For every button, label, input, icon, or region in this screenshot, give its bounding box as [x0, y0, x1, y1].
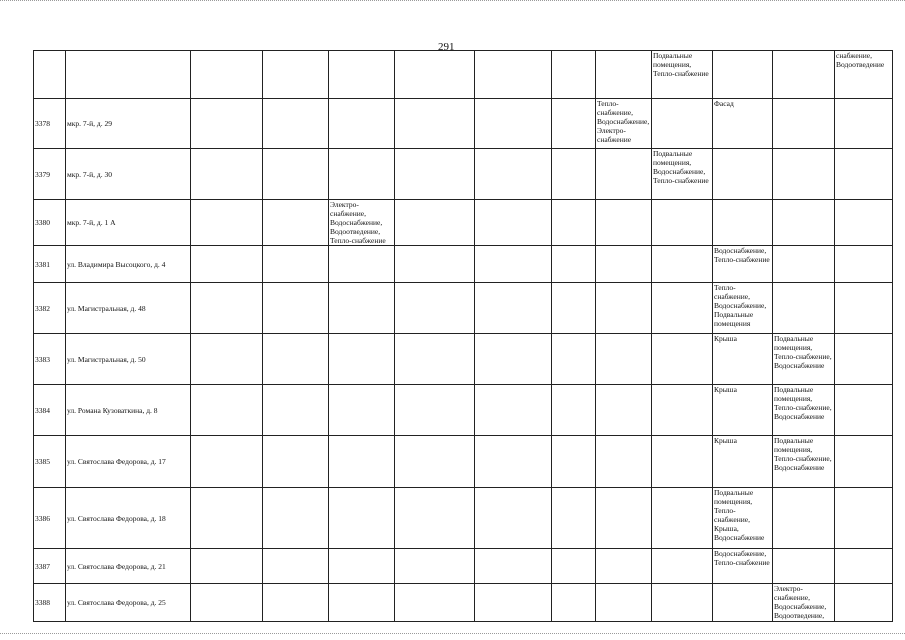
work-cell [552, 488, 596, 549]
work-cell [263, 200, 329, 246]
work-cell [263, 99, 329, 149]
work-cell [552, 200, 596, 246]
work-type-cell: Тепло-снабжение, Водоснабжение, Электро-снабжение [596, 99, 652, 149]
work-cell [596, 246, 652, 283]
work-cell [652, 385, 713, 436]
work-cell [552, 549, 596, 584]
work-type-cell: Электро-снабжение, Водоснабжение, Водоотведение, Тепло-снабжение [329, 200, 395, 246]
building-address: ул. Святослава Федорова, д. 21 [66, 549, 191, 584]
work-cell [263, 283, 329, 334]
work-cell [329, 584, 395, 622]
record-number: 3379 [34, 149, 66, 200]
work-cell [263, 436, 329, 488]
work-cell [263, 584, 329, 622]
work-cell [395, 549, 475, 584]
table-row [34, 99, 893, 149]
work-cell [835, 99, 893, 149]
work-cell [395, 385, 475, 436]
work-cell [475, 283, 552, 334]
work-cell [713, 149, 773, 200]
work-type-cell: Подвальные помещения, Тепло-снабжение, Водоснабжение [773, 334, 835, 385]
work-cell [191, 200, 263, 246]
work-cell [773, 149, 835, 200]
work-cell [596, 283, 652, 334]
work-cell [475, 200, 552, 246]
work-cell [263, 51, 329, 99]
work-cell [713, 51, 773, 99]
work-type-cell: Крыша [713, 385, 773, 436]
work-type-cell: Крыша [713, 334, 773, 385]
work-cell [552, 149, 596, 200]
work-cell [263, 385, 329, 436]
work-cell [835, 334, 893, 385]
work-cell [395, 436, 475, 488]
building-address: ул. Владимира Высоцкого, д. 4 [66, 246, 191, 283]
work-cell [552, 283, 596, 334]
work-cell [395, 200, 475, 246]
work-cell [552, 51, 596, 99]
work-cell [552, 334, 596, 385]
scan-edge-top [0, 0, 905, 3]
work-cell [773, 246, 835, 283]
building-address: ул. Магистральная, д. 50 [66, 334, 191, 385]
work-cell [191, 334, 263, 385]
work-cell [191, 283, 263, 334]
work-cell [773, 549, 835, 584]
work-cell [596, 51, 652, 99]
work-cell [395, 51, 475, 99]
work-cell [596, 334, 652, 385]
work-cell [552, 99, 596, 149]
work-cell [475, 149, 552, 200]
work-cell [475, 385, 552, 436]
work-type-cell: Электро-снабжение, Водоснабжение, Водоотведение, [773, 584, 835, 622]
work-cell [475, 584, 552, 622]
work-cell [652, 436, 713, 488]
work-cell [652, 488, 713, 549]
work-cell [552, 584, 596, 622]
work-cell [596, 200, 652, 246]
work-cell [395, 488, 475, 549]
work-cell [596, 436, 652, 488]
work-cell [652, 200, 713, 246]
work-cell [191, 99, 263, 149]
work-cell [475, 436, 552, 488]
table-row [34, 488, 893, 549]
work-type-cell: Подвальные помещения, Тепло-снабжение [652, 51, 713, 99]
work-cell [596, 549, 652, 584]
work-cell [191, 51, 263, 99]
work-cell [552, 246, 596, 283]
work-cell [773, 488, 835, 549]
record-number [34, 51, 66, 99]
work-type-cell: Крыша [713, 436, 773, 488]
work-cell [652, 549, 713, 584]
work-cell [191, 584, 263, 622]
record-number: 3383 [34, 334, 66, 385]
work-cell [395, 334, 475, 385]
work-cell [773, 51, 835, 99]
work-cell [329, 385, 395, 436]
record-number: 3378 [34, 99, 66, 149]
work-cell [395, 246, 475, 283]
table-row [34, 149, 893, 200]
record-number: 3385 [34, 436, 66, 488]
work-cell [552, 436, 596, 488]
work-cell [395, 99, 475, 149]
work-type-cell: Водоснабжение, Тепло-снабжение [713, 246, 773, 283]
work-cell [329, 334, 395, 385]
work-cell [329, 488, 395, 549]
work-type-cell: Тепло-снабжение, Водоснабжение, Подвальные помещения [713, 283, 773, 334]
work-cell [835, 436, 893, 488]
work-cell [652, 334, 713, 385]
work-cell [475, 334, 552, 385]
building-address: ул. Святослава Федорова, д. 17 [66, 436, 191, 488]
record-number: 3386 [34, 488, 66, 549]
record-number: 3382 [34, 283, 66, 334]
work-cell [835, 549, 893, 584]
work-cell [329, 549, 395, 584]
building-address [66, 51, 191, 99]
work-type-cell: Подвальные помещения, Тепло-снабжение, Водоснабжение [773, 436, 835, 488]
work-cell [475, 99, 552, 149]
work-cell [835, 149, 893, 200]
table-row [34, 51, 893, 99]
work-cell [191, 149, 263, 200]
work-cell [475, 488, 552, 549]
scan-edge-bottom [0, 633, 905, 636]
table-row [34, 549, 893, 584]
work-cell [773, 283, 835, 334]
page-number: 291 [438, 41, 455, 53]
work-cell [263, 334, 329, 385]
work-cell [596, 149, 652, 200]
work-cell [191, 488, 263, 549]
work-cell [395, 584, 475, 622]
work-cell [773, 200, 835, 246]
building-address: ул. Романа Кузоваткина, д. 8 [66, 385, 191, 436]
work-cell [835, 246, 893, 283]
building-address: мкр. 7-й, д. 29 [66, 99, 191, 149]
record-number: 3387 [34, 549, 66, 584]
table-row [34, 385, 893, 436]
work-cell [263, 149, 329, 200]
register-table-body [34, 51, 893, 622]
work-cell [329, 246, 395, 283]
building-address: ул. Магистральная, д. 48 [66, 283, 191, 334]
building-address: ул. Святослава Федорова, д. 25 [66, 584, 191, 622]
work-cell [773, 99, 835, 149]
work-cell [652, 584, 713, 622]
work-type-cell: Подвальные помещения, Тепло-снабжение, Водоснабжение [773, 385, 835, 436]
work-cell [552, 385, 596, 436]
building-address: мкр. 7-й, д. 30 [66, 149, 191, 200]
work-cell [191, 549, 263, 584]
work-cell [329, 436, 395, 488]
work-cell [475, 51, 552, 99]
record-number: 3388 [34, 584, 66, 622]
record-number: 3380 [34, 200, 66, 246]
work-cell [596, 584, 652, 622]
work-cell [329, 99, 395, 149]
work-cell [395, 149, 475, 200]
table-row [34, 334, 893, 385]
record-number: 3384 [34, 385, 66, 436]
work-cell [475, 549, 552, 584]
work-cell [263, 549, 329, 584]
work-type-cell: Водоснабжение, Тепло-снабжение [713, 549, 773, 584]
table-row [34, 246, 893, 283]
work-cell [263, 246, 329, 283]
work-cell [191, 385, 263, 436]
table-row [34, 283, 893, 334]
work-cell [596, 488, 652, 549]
work-cell [191, 436, 263, 488]
work-type-cell: Подвальные помещения, Водоснабжение, Тепло-снабжение [652, 149, 713, 200]
work-cell [475, 246, 552, 283]
work-cell [191, 246, 263, 283]
work-cell [835, 385, 893, 436]
work-cell [652, 246, 713, 283]
work-type-cell: снабжение, Водоотведение [835, 51, 893, 99]
work-cell [329, 149, 395, 200]
work-cell [263, 488, 329, 549]
table-row [34, 584, 893, 622]
work-type-cell: Подвальные помещения, Тепло-снабжение, Крыша, Водоснабжение [713, 488, 773, 549]
work-cell [329, 51, 395, 99]
work-cell [835, 283, 893, 334]
work-cell [713, 200, 773, 246]
work-type-cell: Фасад [713, 99, 773, 149]
work-cell [835, 584, 893, 622]
work-cell [652, 99, 713, 149]
table-row [34, 200, 893, 246]
record-number: 3381 [34, 246, 66, 283]
work-cell [835, 488, 893, 549]
building-address: мкр. 7-й, д. 1 А [66, 200, 191, 246]
register-table [33, 50, 893, 622]
work-cell [652, 283, 713, 334]
work-cell [596, 385, 652, 436]
table-row [34, 436, 893, 488]
work-cell [329, 283, 395, 334]
work-cell [713, 584, 773, 622]
work-cell [395, 283, 475, 334]
building-address: ул. Святослава Федорова, д. 18 [66, 488, 191, 549]
work-cell [835, 200, 893, 246]
